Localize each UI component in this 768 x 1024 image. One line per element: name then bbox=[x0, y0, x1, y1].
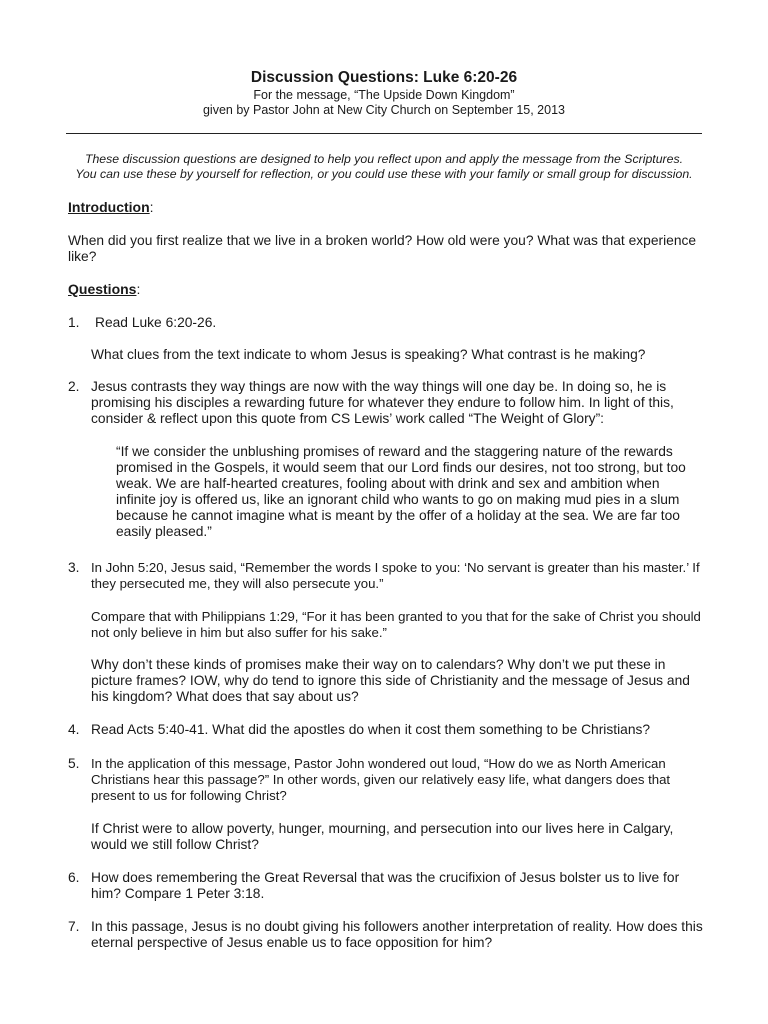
question-3-comparison: Compare that with Philippians 1:29, “For it has been granted to you that for the sake of Christ you should not only believe in him but also suffer for his sake.” bbox=[91, 609, 701, 640]
question-3-text: In John 5:20, Jesus said, “Remember the words I spoke to you: ‘No servant is greater than his master.’ If they persecuted me, they will also persecute you.” bbox=[91, 560, 700, 591]
question-5-followup: If Christ were to allow poverty, hunger, mourning, and persecution into our lives here in Calgary, would we still follow Christ? bbox=[91, 821, 674, 852]
introduction-heading: Introduction: bbox=[68, 199, 154, 215]
question-1-followup: What clues from the text indicate to whom Jesus is speaking? What contrast is he making? bbox=[91, 347, 646, 362]
question-6-number: 6. bbox=[68, 870, 80, 885]
document-subtitle-speaker: given by Pastor John at New City Church on September 15, 2013 bbox=[202, 103, 565, 117]
question-7-number: 7. bbox=[68, 919, 80, 934]
introduction-text: When did you first realize that we live in a broken world? How old were you? What was that experience like? bbox=[68, 233, 697, 264]
question-1-text: Read Luke 6:20-26. bbox=[95, 315, 217, 330]
question-5-number: 5. bbox=[68, 756, 80, 771]
questions-heading-label: Questions bbox=[68, 281, 137, 297]
introduction-heading-label: Introduction bbox=[68, 199, 150, 215]
question-3-number: 3. bbox=[68, 560, 80, 575]
header-divider bbox=[66, 133, 702, 134]
question-4-text: Read Acts 5:40-41. What did the apostles do when it cost them something to be Christians? bbox=[91, 722, 651, 737]
question-2-text: Jesus contrasts they way things are now with the way things will one day be. In doing so, he is promising his disciples a rewarding future for whatever they endure to follow him. In light of this, consider & reflect upon this quote from CS Lewis’ work called “The Weight of Glory”: bbox=[91, 379, 674, 426]
question-3-followup: Why don’t these kinds of promises make their way on to calendars? Why don’t we put these in picture frames? IOW, why do tend to ignore this side of Christianity and the message of Jesus and his kingdom? What does that say about us? bbox=[91, 657, 690, 704]
question-2-number: 2. bbox=[68, 379, 80, 394]
cs-lewis-quote: “If we consider the unblushing promises of reward and the staggering nature of the rewards promised in the Gospels, it would seem that our Lord finds our desires, not too strong, but too weak. We are half-hearted creatures, fooling about with drink and sex and ambition when infinite joy is offered us, like an ignorant child who wants to go on making mud pies in a slum because he cannot imagine what is meant by the offer of a holiday at the sea. We are far too easily pleased.” bbox=[116, 444, 686, 539]
question-7-text: In this passage, Jesus is no doubt giving his followers another interpretation of reality. How does this eternal perspective of Jesus enable us to face opposition for him? bbox=[91, 919, 703, 950]
usage-note bbox=[0, 152, 768, 182]
document-subtitle-message: For the message, “The Upside Down Kingdom” bbox=[253, 88, 515, 102]
questions-heading: Questions: bbox=[68, 281, 141, 297]
question-5-text: In the application of this message, Pastor John wondered out loud, “How do we as North American Christians hear this passage?” In other words, given our relatively easy life, what dangers does that present to us for following Christ? bbox=[91, 756, 671, 803]
question-6-text: How does remembering the Great Reversal that was the crucifixion of Jesus bolster us to live for him? Compare 1 Peter 3:18. bbox=[91, 870, 680, 901]
question-1-number: 1. bbox=[68, 315, 80, 330]
usage-note-line-2: You can use these by yourself for reflection, or you could use these with your family or small group for discussion. bbox=[75, 167, 693, 181]
document-title: Discussion Questions: Luke 6:20-26 bbox=[250, 69, 518, 86]
question-4-number: 4. bbox=[68, 722, 80, 737]
usage-note-line-1: These discussion questions are designed to help you reflect upon and apply the message from the Scriptures. bbox=[84, 152, 684, 166]
